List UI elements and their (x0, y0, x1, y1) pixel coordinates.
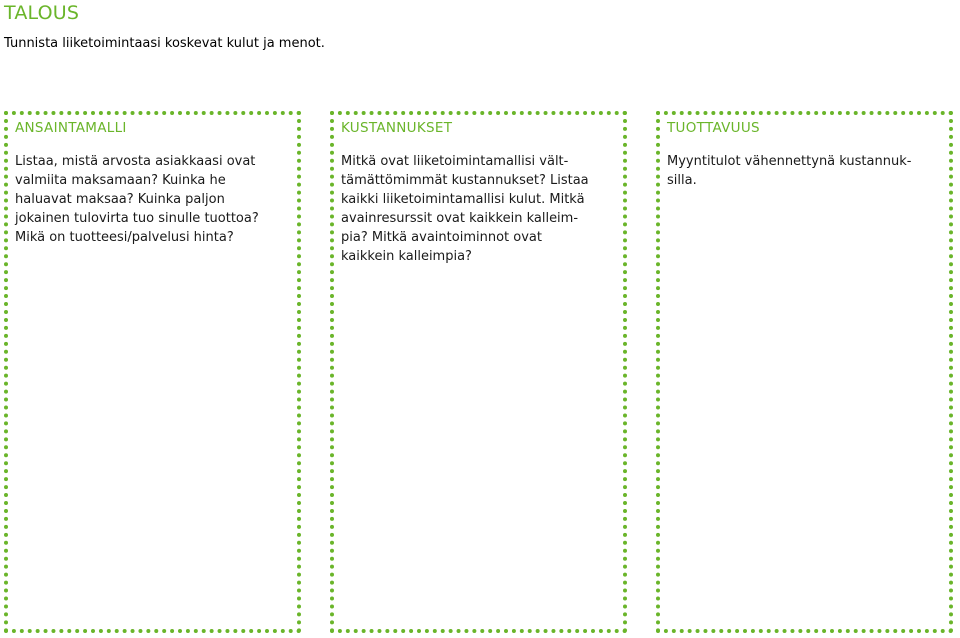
card-body: Myyntitulot vähennettynä kustannuk- silla. (667, 154, 912, 188)
card-title: ANSAINTAMALLI (15, 120, 127, 136)
card-ansaintamalli (4, 111, 301, 633)
card-body: Listaa, mistä arvosta asiakkaasi ovat valmiita maksamaan? Kuinka he haluavat maksaa? Kuinka paljon jokainen tulovirta tuo sinulle tuottoa? Mikä on tuotteesi/palvelusi hinta? (15, 154, 259, 245)
page-subtitle: Tunnista liiketoimintaasi koskevat kulut ja menot. (4, 36, 325, 51)
page-title: TALOUS (4, 2, 80, 24)
card-kustannukset (330, 111, 627, 633)
card-title: KUSTANNUKSET (341, 120, 453, 136)
card-body: Mitkä ovat liiketoimintamallisi vält- tämättömimmät kustannukset? Listaa kaikki liiketoimintamallisi kulut. Mitkä avainresurssit ovat kaikkein kalleim- pia? Mitkä avaintoiminnot ovat kaikkein kalleimpia? (341, 154, 589, 264)
card-title: TUOTTAVUUS (667, 120, 760, 136)
card-tuottavuus (656, 111, 953, 633)
